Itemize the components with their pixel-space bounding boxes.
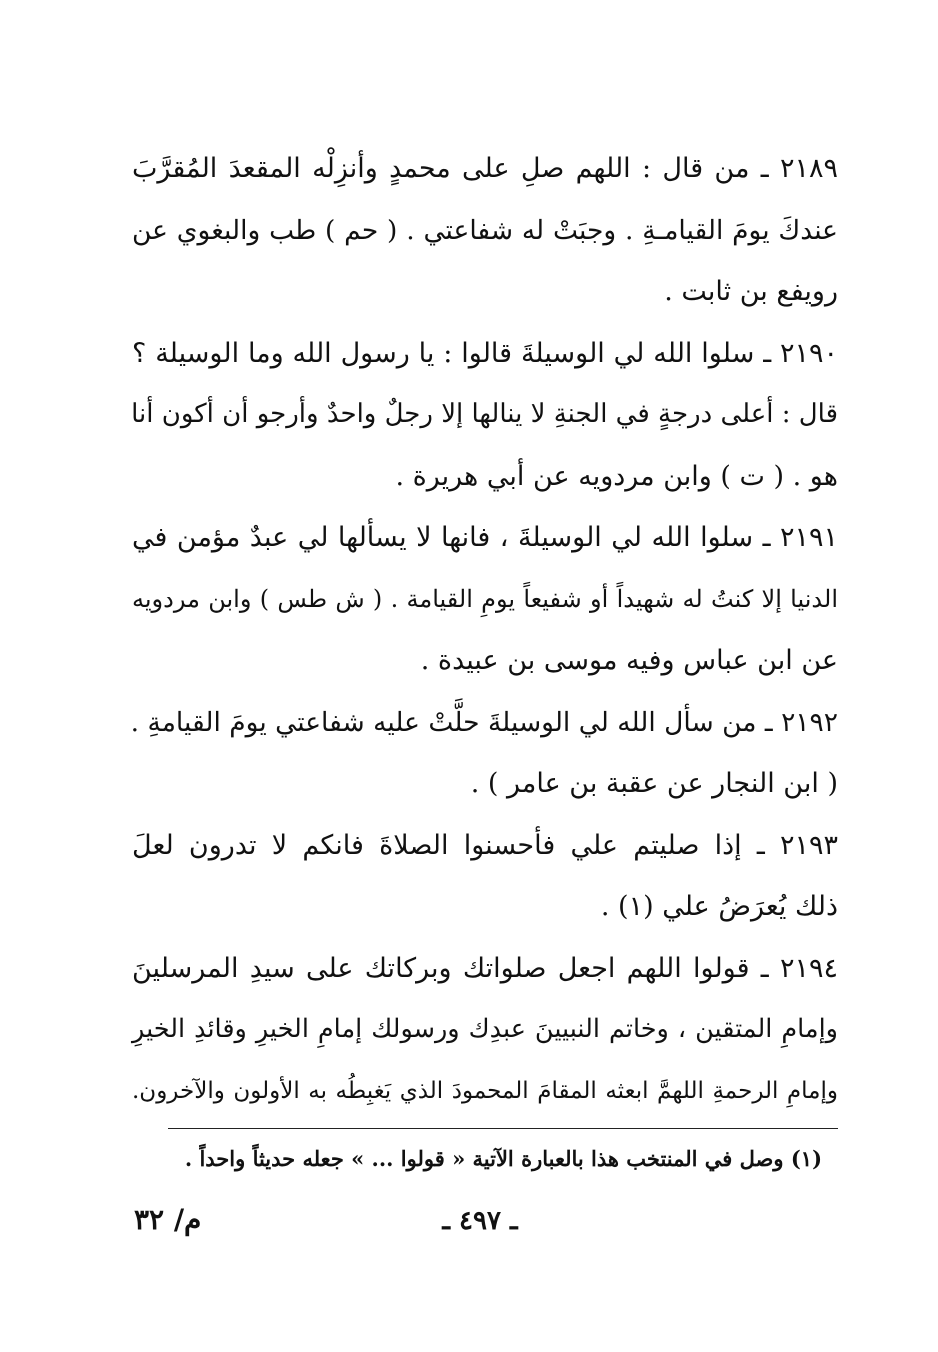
hadith-2191-line-2: الدنيا إلا كنتُ له شهيداً أو شفيعاً يومِ القيامة . ( ش طس ) وابن مردويه [132,584,838,613]
hadith-2191-line-1: ٢١٩١ ـ سلوا الله لي الوسيلةَ ، فانها لا يسألها لي عبدٌ مؤمن في [132,522,838,553]
hadith-2192-line-1: ٢١٩٢ ـ من سأل الله لي الوسيلةَ حلَّتْ عليه شفاعتي يومَ القيامةِ . [130,706,838,738]
hadith-text-block [132,138,838,1122]
hadith-2189-line-2: عندكَ يومَ القيامـةِ . وجبَتْ له شفاعتي . ( حم ) طب والبغوي عن [132,214,838,246]
hadith-2194-line-1: ٢١٩٤ ـ قولوا اللهم اجعل صلواتك وبركاتك على سيدِ المرسلينَ [132,952,838,984]
hadith-2191-line-3: عن ابن عباس وفيه موسى بن عبيدة . [420,645,838,676]
hadith-2193-line-2: ذلك يُعرَضُ علي (١) . [600,891,838,922]
hadith-2192-line-2: ( ابن النجار عن عقبة بن عامر ) . [470,768,838,799]
hadith-2193-line-1: ٢١٩٣ ـ إذا صليتم علي فأحسنوا الصلاةَ فانكم لا تدرون لعلَ [132,829,838,861]
hadith-2190-line-2: قال : أعلى درجةٍ في الجنةِ لا ينالها إلا رجلٌ واحدٌ وأرجو أن أكون أنا [131,399,838,429]
hadith-2190-line-1: ٢١٩٠ ـ سلوا الله لي الوسيلةَ قالوا : يا رسول الله وما الوسيلة ؟ [132,337,838,369]
page-number: ـ ٤٩٧ ـ [442,1206,518,1236]
hadith-2190-line-3: هو . ( ت ) وابن مردويه عن أبي هريرة . [395,460,838,492]
hadith-2194-line-3: وإمامِ الرحمةِ اللهمَّ ابعثه المقامَ المحمودَ الذي يَغبِطُه به الأولون والآخرون. [132,1077,838,1104]
footnote: (١) وصل في المنتخب هذا بالعبارة الآتية « قولوا ... » جعله حديثاً واحداً . [184,1146,822,1171]
signature-mark: م/ ٣٢ [134,1203,202,1236]
hadith-2189-line-1: ٢١٨٩ ـ من قال : اللهم صلِ على محمدٍ وأنزِلْه المقعدَ المُقرَّبَ [132,153,838,184]
hadith-2189-line-3: رويفع بن ثابت . [664,276,838,307]
hadith-2194-line-2: وإمامِ المتقين ، وخاتم النبيينَ عبدِك ورسولك إمامِ الخيرِ وقائدِ الخيرِ [132,1014,838,1044]
footnote-divider [168,1128,838,1129]
